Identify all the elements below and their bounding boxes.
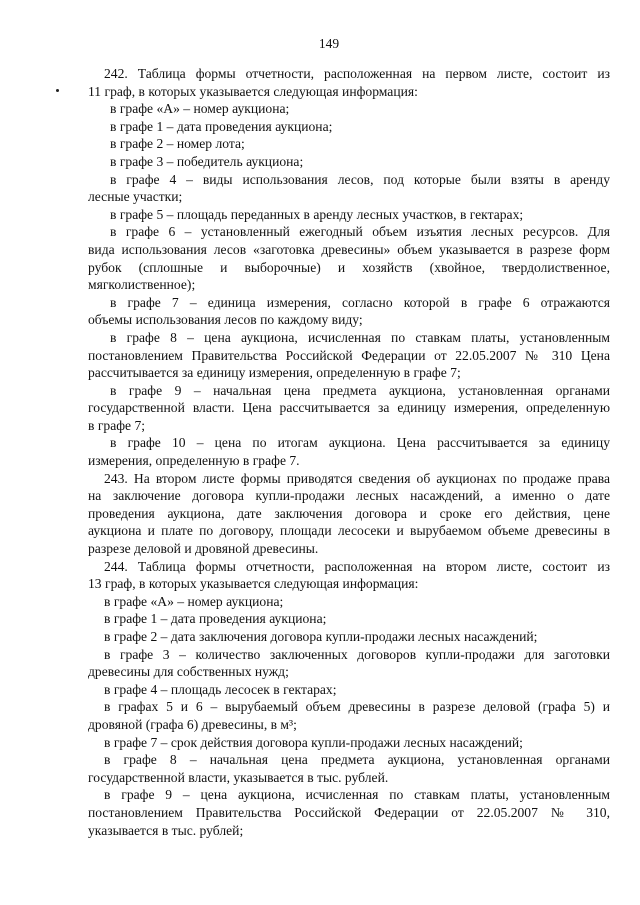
text-line: рубок (сплошные и выборочные) и хозяйств (хвойное, твердолиственное,	[88, 259, 610, 275]
text-line: в графе 2 – номер лота;	[110, 136, 245, 152]
text-line: в графе 10 – цена по итогам аукциона. Цена рассчитывается за единицу	[110, 435, 610, 451]
text-line: в графе 7 – срок действия договора купли-продажи лесных насаждений;	[104, 734, 523, 750]
text-line: разрезе деловой и дровяной древесины.	[88, 541, 319, 557]
text-line: проведения аукциона, дате заключения договора и сроке его действия, цене	[88, 505, 610, 521]
text-line: в графе 3 – количество заключенных договоров купли-продажи для заготовки	[104, 646, 610, 662]
text-line: в графе 4 – виды использования лесов, под которые были взяты в аренду	[110, 171, 610, 187]
text-line: в графе 2 – дата заключения договора купли-продажи лесных насаждений;	[104, 629, 538, 644]
text-line: в графе 8 – начальная цена предмета аукциона, установленная органами	[104, 752, 610, 768]
text-line: указывается в тыс. рублей;	[88, 822, 244, 838]
text-line: в графе 4 – площадь лесосек в гектарах;	[104, 681, 337, 697]
text-line: государственной власти. Цена рассчитывается за единицу измерения, определенную	[88, 400, 610, 416]
text-line: измерения, определенную в графе 7.	[88, 453, 300, 469]
text-line: государственной власти, указывается в тыс. рублей.	[88, 769, 389, 785]
text-line: 244. Таблица формы отчетности, расположенная на втором листе, состоит из	[104, 558, 610, 574]
text-line: постановлением Правительства Российской Федерации от 22.05.2007 № 310,	[88, 804, 610, 820]
text-line: в графе 1 – дата проведения аукциона;	[110, 118, 333, 134]
text-line: рассчитывается за единицу измерения, определенную в графе 7;	[88, 365, 461, 381]
text-line: 243. На втором листе формы приводятся сведения об аукционах по продаже права	[104, 470, 610, 486]
text-line: 13 граф, в которых указывается следующая информация:	[88, 576, 419, 592]
text-line: в графе 7 – единица измерения, согласно которой в графе 6 отражаются	[110, 294, 610, 310]
text-line: в графе 9 – цена аукциона, исчисленная по ставкам платы, установленным	[104, 787, 610, 803]
scan-dot-artifact	[56, 89, 59, 92]
text-line: древесины для собственных нужд;	[88, 664, 289, 680]
text-line: постановлением Правительства Российской Федерации от 22.05.2007 № 310 Цена	[88, 347, 610, 363]
text-line: в графе 8 – цена аукциона, исчисленная по ставкам платы, установленным	[110, 329, 610, 345]
page-number: 149	[318, 36, 340, 51]
text-line: в графах 5 и 6 – вырубаемый объем древесины в разрезе деловой (графа 5) и	[104, 699, 610, 715]
text-line: в графе «А» – номер аукциона;	[104, 593, 284, 609]
text-line: в графе 7;	[88, 417, 146, 433]
text-line: вида использования лесов «заготовка древесины» объем указывается в разрезе форм	[88, 241, 610, 257]
text-line: 242. Таблица формы отчетности, расположенная на первом листе, состоит из	[104, 66, 610, 81]
text-line: мягколиственное);	[88, 277, 196, 293]
text-line: 11 граф, в которых указывается следующая информация:	[88, 83, 418, 99]
text-line: в графе 9 – начальная цена предмета аукциона, установленная органами	[110, 382, 610, 398]
text-line: в графе 3 – победитель аукциона;	[110, 153, 304, 169]
text-line: объемы использования лесов по каждому виду;	[88, 312, 363, 328]
text-line: аукциона и плате по договору, площади лесосеки и вырубаемом объеме древесины в	[88, 523, 610, 539]
text-line: в графе 5 – площадь переданных в аренду лесных участков, в гектарах;	[110, 206, 524, 222]
text-line: в графе 1 – дата проведения аукциона;	[104, 611, 327, 627]
text-line: в графе «А» – номер аукциона;	[110, 101, 290, 117]
text-line: в графе 6 – установленный ежегодный объем изъятия лесных ресурсов. Для	[110, 224, 610, 240]
document-body	[88, 65, 610, 839]
text-line: дровяной (графа 6) древесины, в м³;	[88, 716, 297, 732]
text-line: лесные участки;	[88, 189, 183, 205]
text-line: на заключение договора купли-продажи лесных насаждений, а именно о дате	[88, 488, 610, 504]
